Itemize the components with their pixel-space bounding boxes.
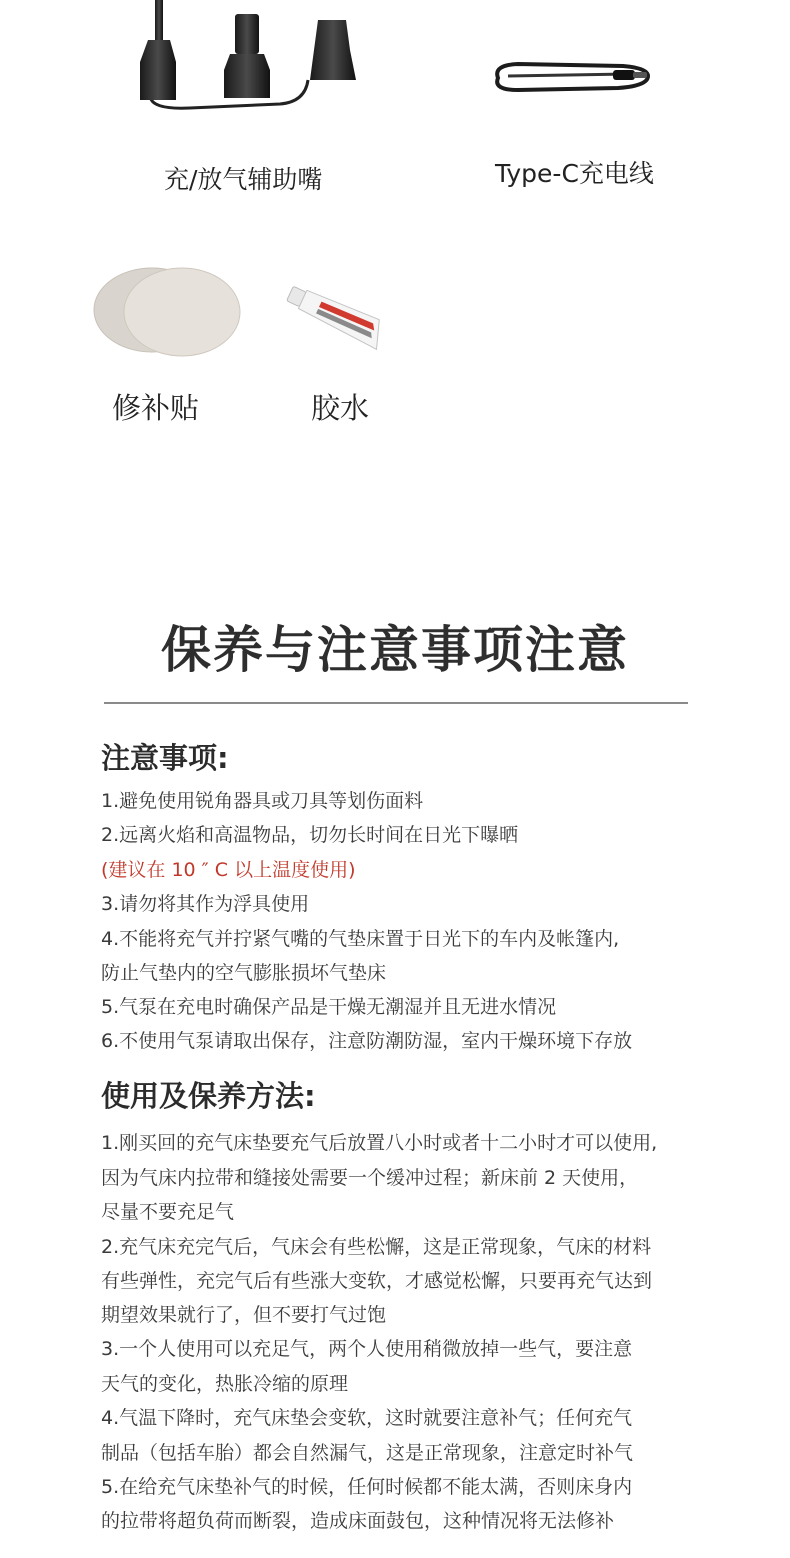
notes-line: 2.远离火焰和高温物品，切勿长时间在日光下曝晒 [101, 824, 519, 846]
usage-line: 1.刚买回的充气床垫要充气后放置八小时或者十二小时才可以使用, [101, 1132, 658, 1154]
usage-line: 尽量不要充足气 [101, 1201, 235, 1223]
notes-line: 5.气泵在充电时确保产品是干燥无潮湿并且无进水情况 [101, 996, 557, 1018]
nozzle-label: 充/放气辅助嘴 [164, 165, 323, 194]
usage-line: 的拉带将超负荷而断裂，造成床面鼓包，这种情况将无法修补 [101, 1510, 615, 1532]
usb-cable-icon [488, 50, 658, 105]
usage-line: 4.气温下降时，充气床垫会变软，这时就要注意补气；任何充气 [101, 1407, 633, 1429]
usage-line: 5.在给充气床垫补气的时候，任何时候都不能太满，否则床身内 [101, 1476, 633, 1498]
notes-line: 4.不能将充气并拧紧气嘴的气垫床置于日光下的车内及帐篷内, [101, 928, 620, 950]
glue-tube-icon [275, 283, 395, 358]
notes-heading: 注意事项: [101, 741, 229, 775]
usage-line: 期望效果就行了，但不要打气过饱 [101, 1304, 387, 1326]
notes-line: 1.避免使用锐角器具或刀具等划伤面料 [101, 790, 424, 812]
nozzle-set-icon [130, 0, 360, 120]
usage-line: 2.充气床充完气后，气床会有些松懈，这是正常现象，气床的材料 [101, 1236, 652, 1258]
cable-label: Type-C充电线 [495, 159, 654, 188]
notes-line: 防止气垫内的空气膨胀损坏气垫床 [101, 962, 387, 984]
usage-line: 3.一个人使用可以充足气，两个人使用稍微放掉一些气，要注意 [101, 1338, 633, 1360]
usage-line: 天气的变化，热胀冷缩的原理 [101, 1373, 349, 1395]
notes-line: 3.请勿将其作为浮具使用 [101, 893, 310, 915]
usage-heading: 使用及保养方法: [101, 1079, 316, 1113]
section-title: 保养与注意事项注意 [161, 621, 629, 679]
section-divider [104, 702, 688, 704]
notes-line: 6.不使用气泵请取出保存，注意防潮防湿，室内干燥环境下存放 [101, 1030, 633, 1052]
repair-patch-icon [90, 260, 245, 360]
patch-label: 修补贴 [112, 391, 200, 425]
glue-label: 胶水 [311, 391, 370, 425]
usage-line: 因为气床内拉带和缝接处需要一个缓冲过程；新床前 2 天使用， [101, 1167, 639, 1189]
usage-line: 制品（包括车胎）都会自然漏气，这是正常现象，注意定时补气 [101, 1442, 634, 1464]
usage-line: 有些弹性，充完气后有些涨大变软，才感觉松懈，只要再充气达到 [101, 1270, 653, 1292]
notes-line-highlight: (建议在 10 ″ C 以上温度使用) [101, 859, 356, 881]
